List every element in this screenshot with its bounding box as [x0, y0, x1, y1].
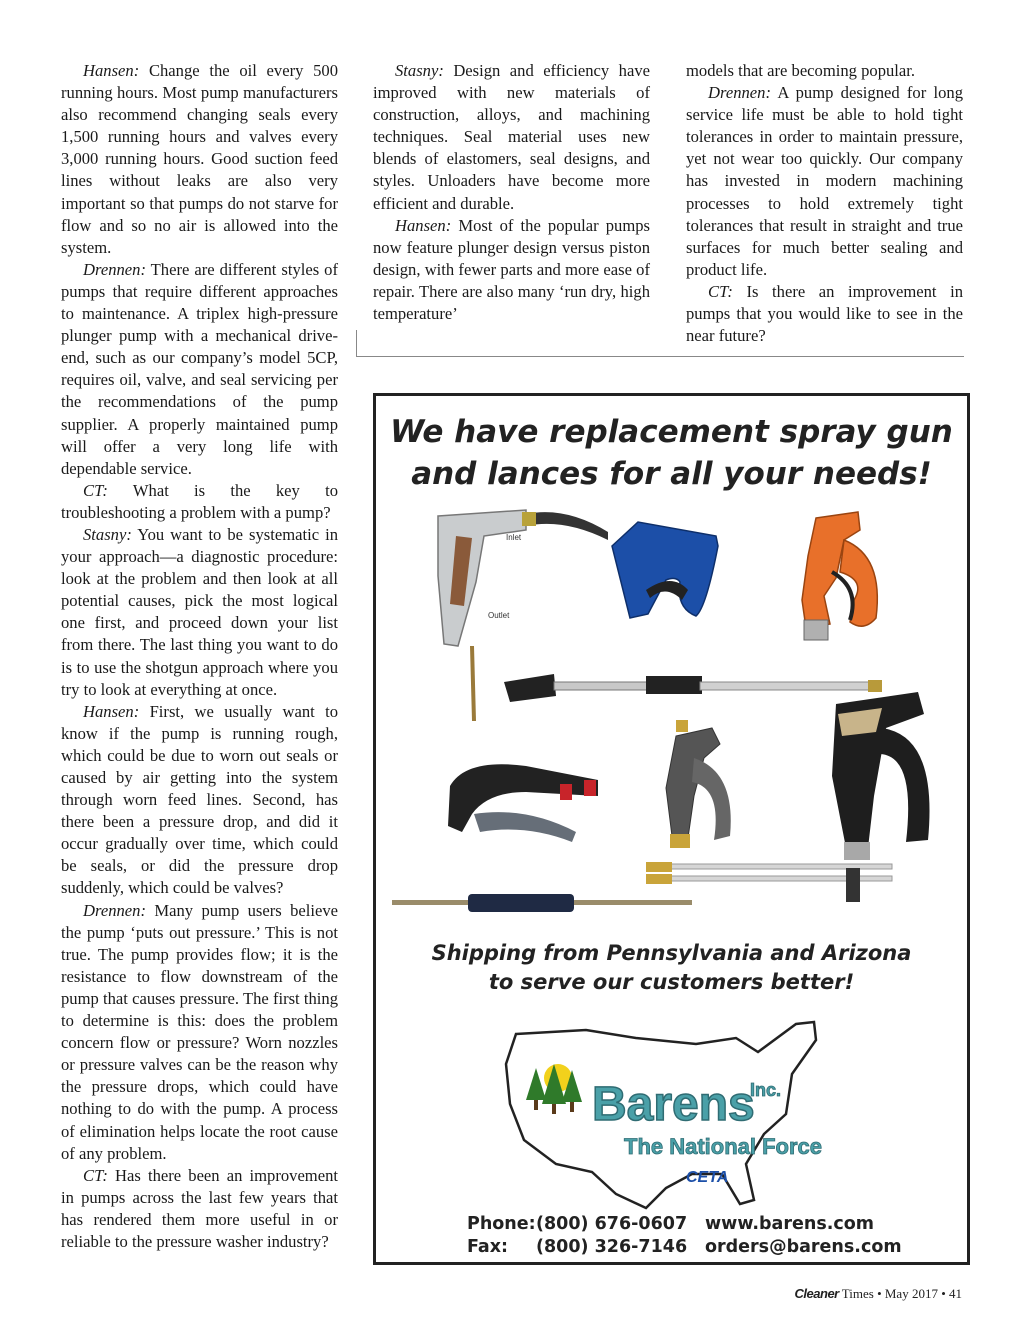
column1-paragraph [61, 900, 338, 1165]
fax-label: Fax: [467, 1237, 509, 1257]
inlet-label: Inlet [506, 533, 522, 542]
barens-logo-text: Barens [592, 1078, 755, 1131]
barens-logo-subtitle: The National Force [624, 1134, 823, 1159]
barens-advertisement [373, 393, 970, 1265]
article-column-3 [686, 60, 963, 347]
paragraph-text: What is the key to troubleshooting a problem with a pump? [61, 480, 338, 522]
column1-paragraph [61, 1165, 338, 1253]
column2-paragraph [373, 215, 650, 325]
speaker-name: CT: [83, 1165, 108, 1185]
phone-label: Phone: [467, 1214, 536, 1234]
spray-gun-products-illustration [376, 496, 967, 926]
column1-paragraph [61, 480, 338, 524]
black-red-trigger-gun-icon [448, 764, 598, 842]
speaker-name: Drennen: [708, 83, 771, 103]
column3-paragraph [686, 281, 963, 347]
ceta-logo: CETA [686, 1169, 729, 1186]
fax-number: (800) 326-7146 [536, 1237, 688, 1257]
paragraph-text: You want to be systematic in your approach—a diagnostic procedure: look at the problem and then look at all potential causes, pick the most logical one first, and proceed down your list from there. The last thing you want to do is to use the shotgun approach where you try to look at everything at once. [61, 524, 338, 699]
paragraph-text: First, we usually want to know if the pump is running rough, which could be due to worn out seals or caused by air getting into the system through worn feed lines. Second, has there been a pressure drop, and did it occur gradually over time, which could be seals, or did the pressure drop suddenly, which could be valves? [61, 701, 338, 898]
paragraph-text: There are different styles of pumps that require different approaches to maintenance. A triplex high-pressure plunger pump with a mechanical drive-end, such as our company’s model 5CP, requires oil, valve, and seal servicing per the recommendations of the pump supplier. A properly maintained pump will offer a very long life with dependable service. [61, 259, 338, 478]
article-column-1 [61, 60, 338, 1253]
article-column-2 [373, 60, 650, 325]
paragraph-text: Is there an improvement in pumps that you would like to see in the near future? [686, 281, 963, 346]
divider-vertical [356, 330, 357, 357]
column3-lead: models that are becoming popular. [686, 61, 916, 80]
website-link[interactable]: www.barens.com [705, 1214, 875, 1234]
speaker-name: Drennen: [83, 259, 146, 279]
column1-paragraph [61, 259, 338, 480]
paragraph-text: Most of the popular pumps now feature plunger design versus piston design, with fewer parts and more ease of repair. There are also many ‘run dry, high temperature’ [373, 215, 650, 324]
column3-paragraph [686, 82, 963, 281]
speaker-name: Stasny: [395, 61, 444, 80]
paragraph-text: Has there been an improvement in pumps across the last few years that has rendered them more useful in or reliable to the pressure washer industry? [61, 1165, 338, 1251]
paragraph-text: Change the oil every 500 running hours. Most pump manufacturers also recommend changing seals every 1,500 running hours and valves every 3,000 running hours. Good suction feed lines without leaks are also very important so that pumps do not starve for flow and so no air is allowed into the system. [61, 61, 338, 257]
outlet-label: Outlet [488, 611, 510, 620]
column1-paragraph [61, 60, 338, 259]
ad-headline-line1: We have replacement spray gun [390, 414, 953, 450]
speaker-name: Hansen: [83, 61, 140, 80]
phone-number: (800) 676-0607 [536, 1214, 688, 1234]
ad-tagline-line1: Shipping from Pennsylvania and Arizona [431, 941, 912, 965]
speaker-name: Hansen: [83, 701, 140, 721]
column2-paragraph [373, 60, 650, 215]
divider-horizontal [356, 356, 964, 357]
speaker-name: Stasny: [83, 524, 132, 544]
footer-magazine-name: Cleaner [794, 1286, 839, 1301]
lance-icon [504, 674, 882, 702]
speaker-name: CT: [708, 281, 733, 301]
ad-headline-line2: and lances for all your needs! [411, 456, 932, 492]
speaker-name: Hansen: [395, 215, 452, 235]
paragraph-text: Design and efficiency have improved with new materials of construction, alloys, and machining techniques. Seal material uses new blends of elastomers, seal designs, and styles. Unloaders have become more efficient and durable. [373, 61, 650, 213]
paragraph-text: A pump designed for long service life must be able to hold tight tolerances in order to maintain pressure, yet not wear too quickly. Our company has invested in modern machining processes to hold extremely tight tolerances that result in straight and true surfaces for much better sealing and product life. [686, 83, 963, 279]
black-gold-spray-gun-icon [832, 692, 930, 860]
paragraph-text: Many pump users believe the pump ‘puts out pressure.’ This is not true. The pump provides flow; it is the resistance to flow downstream of the pump that causes pressure. The first thing to determine is this: does the problem concern flow or pressure? Worn nozzles or pressure valves can be the reason why the pressure drops, which could have nothing to do with the pump. A process of elimination helps locate the root cause of any problem. [61, 900, 338, 1163]
speaker-name: Drennen: [83, 900, 146, 920]
barens-logo-inc: Inc. [750, 1080, 782, 1100]
orange-spray-gun-icon [802, 512, 877, 640]
insulated-lance-icon [392, 894, 692, 912]
gray-spray-gun-icon [666, 720, 731, 848]
usa-map-logo [496, 1004, 826, 1214]
column1-paragraph [61, 701, 338, 900]
page-footer [795, 1286, 962, 1302]
dual-lance-icon [646, 862, 892, 902]
blue-spray-gun-icon [612, 522, 718, 618]
email-link[interactable]: orders@barens.com [705, 1237, 902, 1257]
column1-paragraph [61, 524, 338, 701]
footer-magazine-name-2: Times [838, 1286, 874, 1301]
speaker-name: CT: [83, 480, 108, 500]
ad-tagline-line2: to serve our customers better! [488, 970, 855, 994]
footer-issue: • May 2017 • 41 [873, 1286, 962, 1301]
